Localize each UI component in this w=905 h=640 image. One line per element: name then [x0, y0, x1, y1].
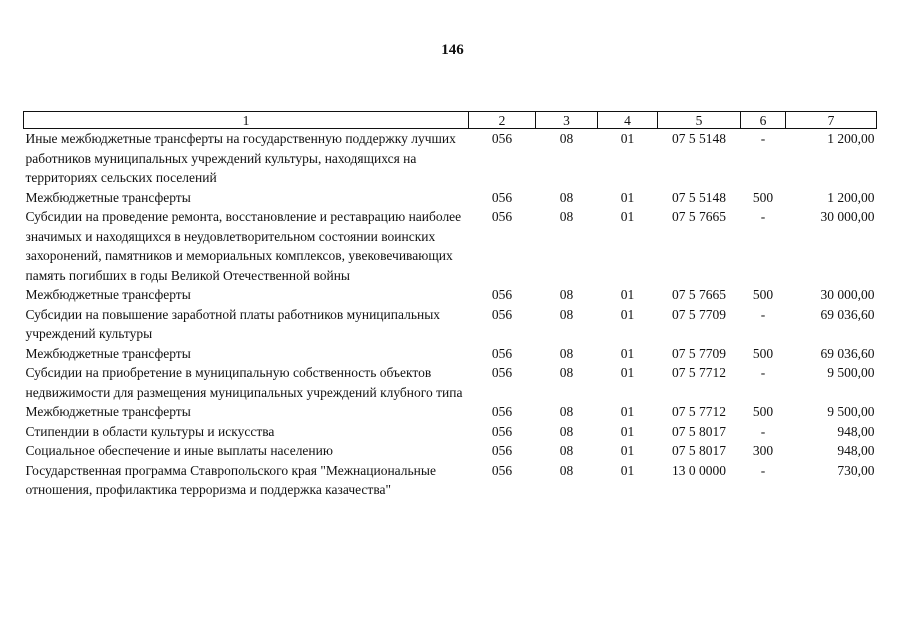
row-amount: 948,00 — [837, 423, 875, 439]
row-amount: 69 036,60 — [820, 345, 875, 361]
row-subsection-code: 01 — [620, 306, 635, 322]
row-subsection-code: 01 — [620, 462, 635, 478]
row-expense-type: - — [760, 462, 766, 478]
row-subsection-code: 01 — [620, 131, 635, 146]
row-target-code: 07 5 7709 — [672, 306, 726, 322]
row-expense-type: 500 — [752, 189, 774, 205]
row-name: Межбюджетные трансферты — [25, 404, 191, 419]
row-subsection-code: 01 — [620, 287, 635, 302]
row-name: Иные межбюджетные трансферты на государственную поддержку лучших работников муниципальных учреждений культуры, находящихся на территориях сельских поселений — [25, 131, 456, 185]
table-row — [24, 305, 877, 344]
row-target-code: 07 5 8017 — [672, 443, 726, 458]
row-name: Социальное обеспечение и иные выплаты населению — [25, 443, 333, 458]
row-expense-type: - — [760, 131, 766, 146]
row-expense-type: - — [760, 306, 766, 322]
row-amount: 69 036,60 — [820, 306, 875, 322]
table-header — [24, 112, 877, 129]
row-name: Межбюджетные трансферты — [25, 345, 191, 361]
row-amount: 30 000,00 — [820, 209, 875, 224]
header-col-5: 5 — [658, 112, 741, 129]
row-amount: 730,00 — [837, 462, 875, 478]
row-subsection-code: 01 — [620, 209, 635, 224]
table-row — [24, 461, 877, 500]
row-expense-type: - — [760, 209, 766, 224]
row-ministry-code: 056 — [491, 443, 513, 458]
row-amount: 9 500,00 — [827, 365, 875, 380]
row-expense-type: 500 — [752, 287, 774, 302]
budget-table — [23, 111, 877, 500]
row-ministry-code: 056 — [491, 131, 513, 146]
row-expense-type: 500 — [752, 404, 774, 419]
row-target-code: 07 5 5148 — [672, 131, 726, 146]
row-section-code: 08 — [559, 462, 574, 478]
row-subsection-code: 01 — [620, 365, 635, 380]
row-ministry-code: 056 — [491, 345, 513, 361]
row-ministry-code: 056 — [491, 404, 513, 419]
row-section-code: 08 — [559, 131, 574, 146]
row-ministry-code: 056 — [491, 423, 513, 439]
row-ministry-code: 056 — [491, 365, 513, 380]
row-section-code: 08 — [559, 443, 574, 458]
row-subsection-code: 01 — [620, 404, 635, 419]
table-row — [24, 344, 877, 364]
row-amount: 1 200,00 — [827, 189, 875, 205]
row-section-code: 08 — [559, 287, 574, 302]
table-row — [24, 207, 877, 285]
row-target-code: 07 5 7665 — [672, 209, 726, 224]
row-expense-type: 500 — [752, 345, 774, 361]
row-amount: 30 000,00 — [820, 287, 875, 302]
table-row — [24, 188, 877, 208]
table-body — [24, 129, 877, 500]
row-amount: 9 500,00 — [827, 404, 875, 419]
row-target-code: 13 0 0000 — [672, 462, 726, 478]
row-subsection-code: 01 — [620, 443, 635, 458]
row-name: Межбюджетные трансферты — [25, 287, 191, 302]
row-name: Субсидии на проведение ремонта, восстановление и реставрацию наиболее значимых и находящихся в неудовлетворительном состоянии воинских захоронений, памятников и мемориальных комплексов, увековечивающих память погибших в годы Великой Отечественной войны — [25, 209, 462, 283]
row-section-code: 08 — [559, 306, 574, 322]
row-section-code: 08 — [559, 423, 574, 439]
row-ministry-code: 056 — [491, 287, 513, 302]
row-ministry-code: 056 — [491, 189, 513, 205]
row-subsection-code: 01 — [620, 423, 635, 439]
row-expense-type: 300 — [752, 443, 774, 458]
row-target-code: 07 5 8017 — [672, 423, 726, 439]
header-col-3: 3 — [536, 112, 598, 129]
row-ministry-code: 056 — [491, 306, 513, 322]
row-name: Субсидии на приобретение в муниципальную собственность объектов недвижимости для размещения муниципальных учреждений клубного типа — [25, 365, 463, 400]
row-name: Стипендии в области культуры и искусства — [25, 423, 275, 439]
row-amount: 1 200,00 — [827, 131, 875, 146]
row-subsection-code: 01 — [620, 345, 635, 361]
row-name: Государственная программа Ставропольского края "Межнациональные отношения, профилактика терроризма и поддержка казачества" — [25, 462, 436, 497]
table-row — [24, 285, 877, 305]
row-section-code: 08 — [559, 345, 574, 361]
table-row — [24, 422, 877, 442]
row-ministry-code: 056 — [491, 209, 513, 224]
table-row — [24, 363, 877, 402]
row-expense-type: - — [760, 423, 766, 439]
header-col-2: 2 — [469, 112, 536, 129]
row-section-code: 08 — [559, 189, 574, 205]
table-row — [24, 441, 877, 461]
row-target-code: 07 5 7712 — [672, 404, 726, 419]
row-subsection-code: 01 — [620, 189, 635, 205]
row-ministry-code: 056 — [491, 462, 513, 478]
row-name: Межбюджетные трансферты — [25, 189, 191, 205]
header-col-1: 1 — [24, 112, 469, 129]
table-row — [24, 402, 877, 422]
row-amount: 948,00 — [837, 443, 875, 458]
row-target-code: 07 5 5148 — [672, 189, 726, 205]
row-section-code: 08 — [559, 365, 574, 380]
header-col-7: 7 — [786, 112, 877, 129]
header-col-4: 4 — [598, 112, 658, 129]
row-name: Субсидии на повышение заработной платы работников муниципальных учреждений культуры — [25, 306, 441, 341]
row-target-code: 07 5 7712 — [672, 365, 726, 380]
header-row — [24, 112, 877, 129]
row-target-code: 07 5 7665 — [672, 287, 726, 302]
page-number: 146 — [441, 42, 464, 58]
row-expense-type: - — [760, 365, 766, 380]
row-target-code: 07 5 7709 — [672, 345, 726, 361]
header-col-6: 6 — [741, 112, 786, 129]
row-section-code: 08 — [559, 404, 574, 419]
row-section-code: 08 — [559, 209, 574, 224]
table-row — [24, 129, 877, 188]
